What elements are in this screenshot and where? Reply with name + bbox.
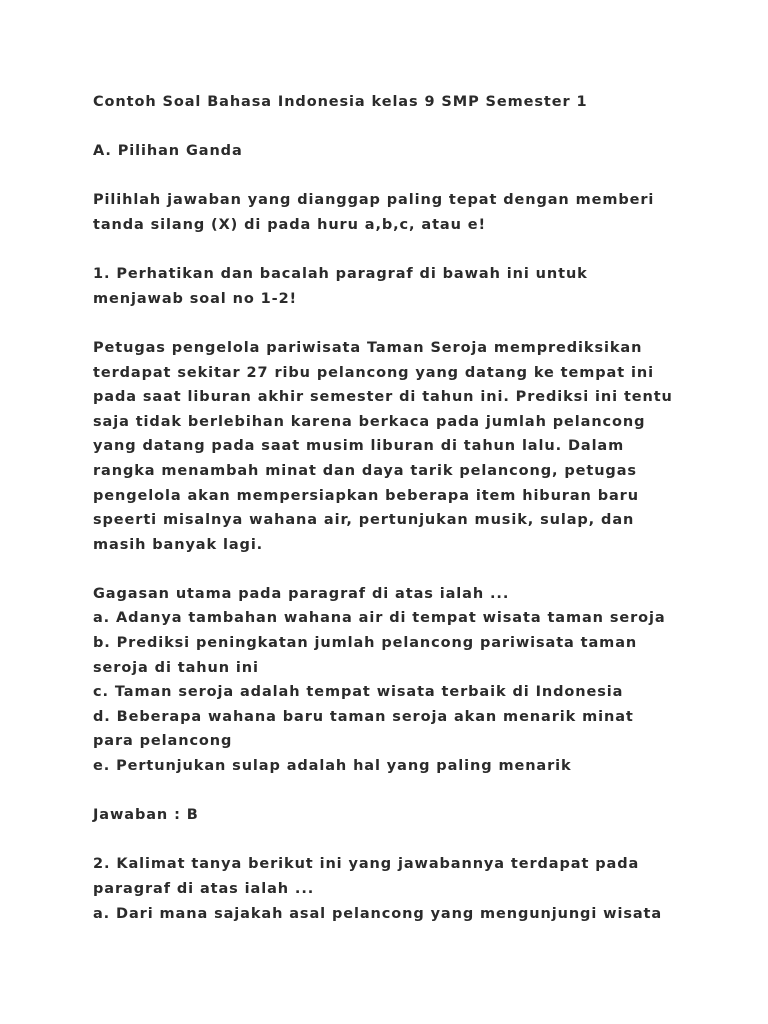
question-1-text: Gagasan utama pada paragraf di atas ialah ... <box>93 585 510 602</box>
question-1-prompt <box>93 262 693 311</box>
instructions-line: Pilihlah jawaban yang dianggap paling tepat dengan memberi <box>93 192 655 209</box>
passage-line: masih banyak lagi. <box>93 536 264 553</box>
spacer <box>93 238 693 263</box>
passage-line: rangka menambah minat dan daya tarik pelancong, petugas <box>93 462 637 479</box>
reading-passage <box>93 336 693 557</box>
answer-key: Jawaban : B <box>93 807 199 824</box>
passage-line: pada saat liburan akhir semester di tahun ini. Prediksi ini tentu <box>93 389 673 406</box>
document-page <box>93 90 693 926</box>
option-a: a. Adanya tambahan wahana air di tempat wisata taman seroja <box>93 610 666 627</box>
question-prompt-line: 1. Perhatikan dan bacalah paragraf di bawah ini untuk <box>93 266 588 283</box>
passage-line: terdapat sekitar 27 ribu pelancong yang datang ke tempat ini <box>93 364 654 381</box>
passage-line: Petugas pengelola pariwisata Taman Seroja memprediksikan <box>93 339 643 356</box>
option-a: a. Dari mana sajakah asal pelancong yang mengunjungi wisata <box>93 905 663 922</box>
option-b: b. Prediksi peningkatan jumlah pelancong pariwisata taman <box>93 635 638 652</box>
option-c: c. Taman seroja adalah tempat wisata terbaik di Indonesia <box>93 684 624 701</box>
spacer <box>93 779 693 804</box>
question-2-prompt <box>93 852 693 901</box>
spacer <box>93 557 693 582</box>
document-title: Contoh Soal Bahasa Indonesia kelas 9 SMP Semester 1 <box>93 94 588 110</box>
option-e: e. Pertunjukan sulap adalah hal yang paling menarik <box>93 758 572 775</box>
spacer <box>93 828 693 853</box>
spacer <box>93 164 693 189</box>
instructions <box>93 188 693 237</box>
option-b-continued: seroja di tahun ini <box>93 659 259 676</box>
passage-line: yang datang pada saat musim liburan di tahun lalu. Dalam <box>93 438 625 455</box>
option-d-continued: para pelancong <box>93 733 233 750</box>
passage-line: speerti misalnya wahana air, pertunjukan musik, sulap, dan <box>93 512 635 529</box>
option-d: d. Beberapa wahana baru taman seroja akan menarik minat <box>93 708 634 725</box>
section-heading: A. Pilihan Ganda <box>93 143 243 160</box>
question-prompt-line: 2. Kalimat tanya berikut ini yang jawabannya terdapat pada <box>93 856 640 873</box>
spacer <box>93 311 693 336</box>
instructions-line: tanda silang (X) di pada huru a,b,c, atau e! <box>93 216 487 233</box>
question-1-options <box>93 606 693 778</box>
passage-line: pengelola akan mempersiapkan beberapa item hiburan baru <box>93 487 639 504</box>
spacer <box>93 115 693 140</box>
question-prompt-line: menjawab soal no 1-2! <box>93 290 298 307</box>
question-2-options <box>93 902 693 927</box>
passage-line: saja tidak berlebihan karena berkaca pada jumlah pelancong <box>93 413 646 430</box>
question-prompt-line: paragraf di atas ialah ... <box>93 881 315 897</box>
